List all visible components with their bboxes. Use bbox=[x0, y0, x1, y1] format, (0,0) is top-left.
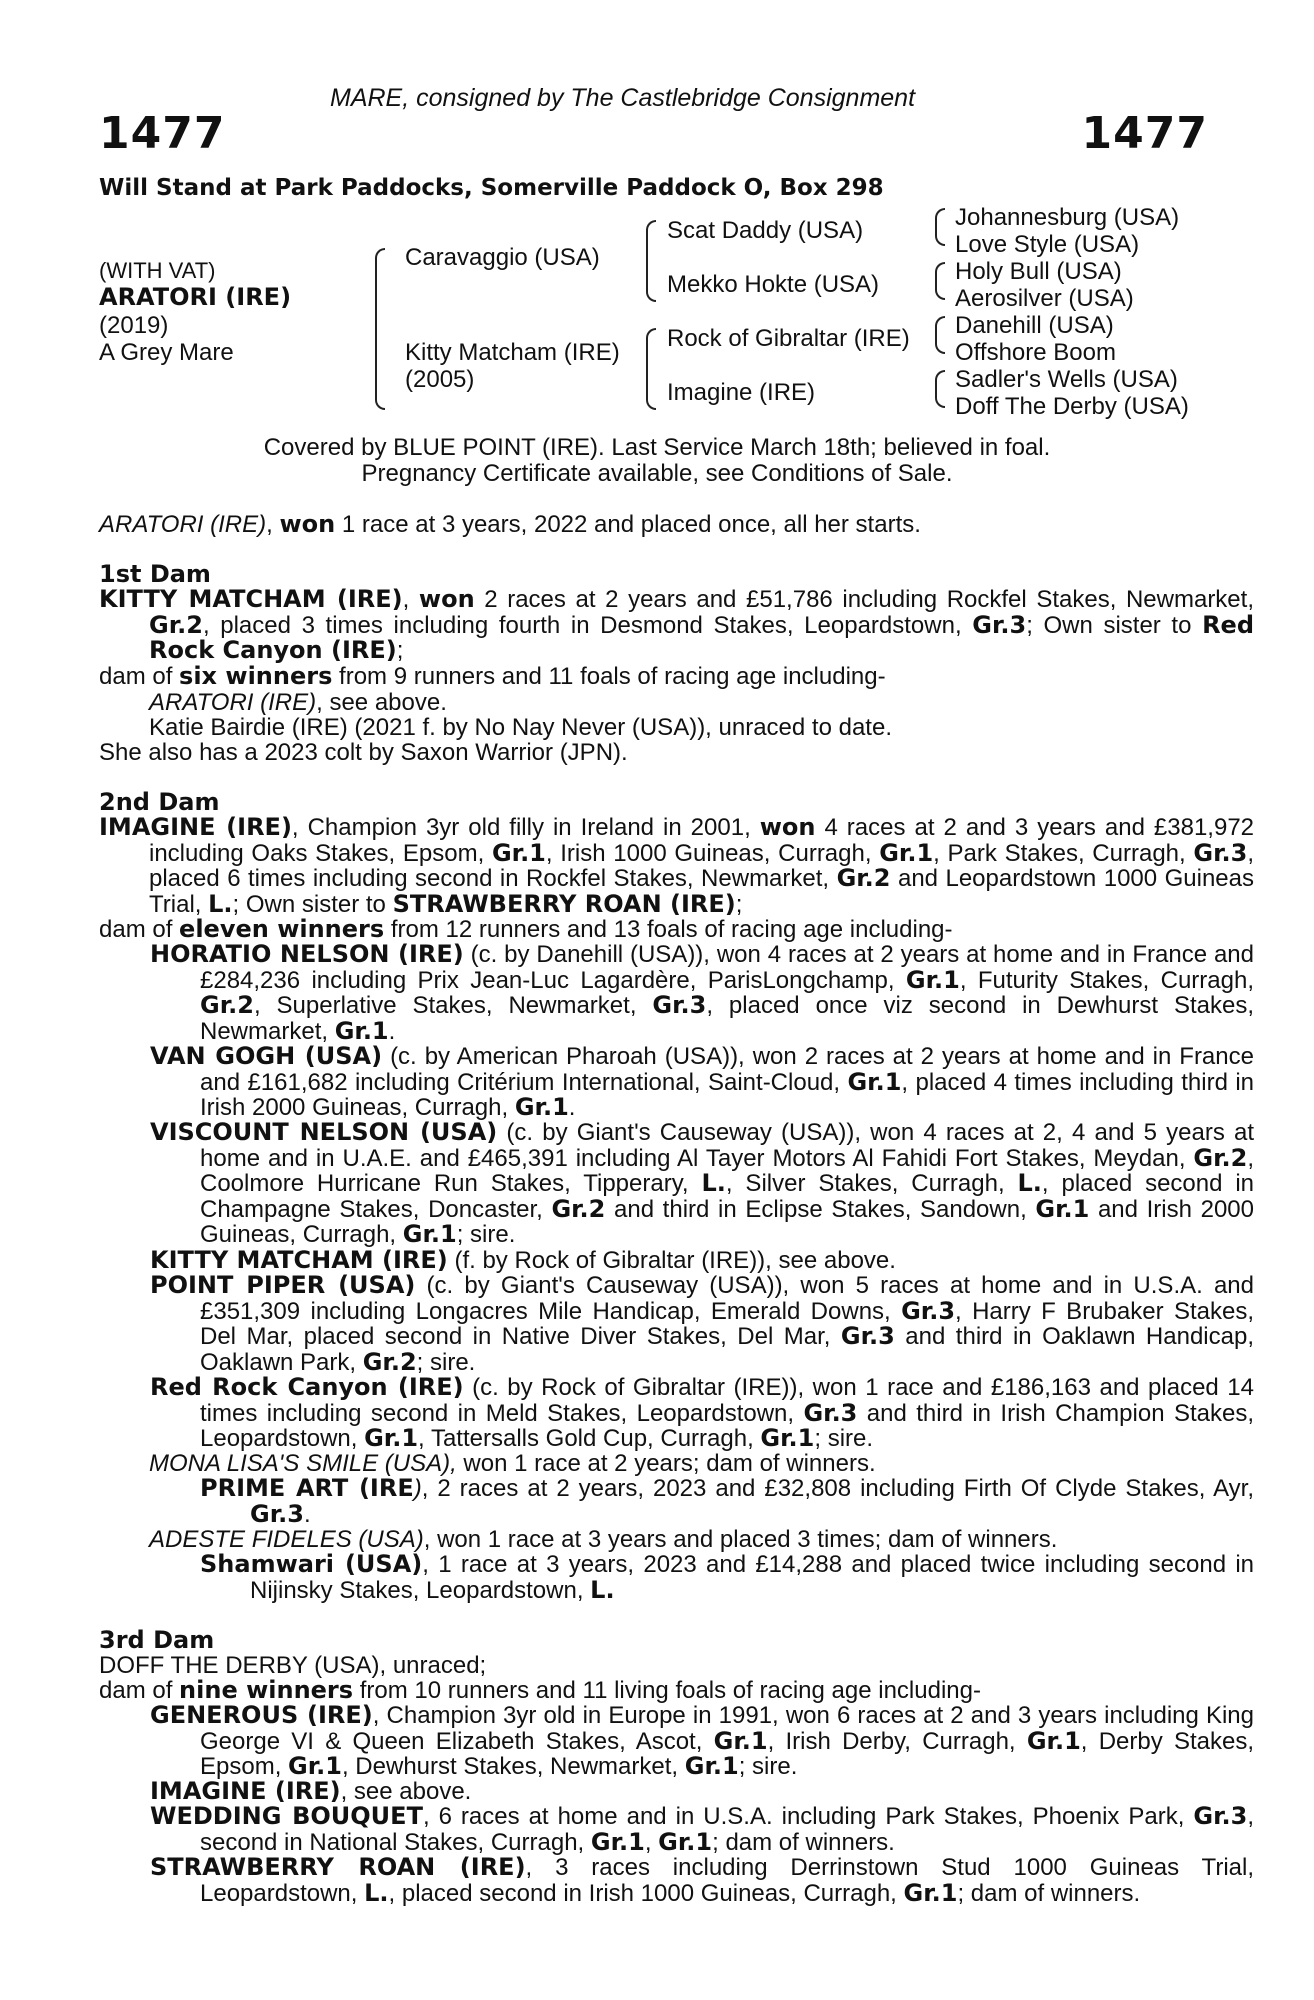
consignor-line: MARE, consigned by The Castlebridge Consignment bbox=[330, 84, 916, 112]
pedigree-gen2-2: Mekko Hokte (USA) bbox=[667, 271, 880, 298]
brace-gen1 bbox=[375, 248, 385, 410]
foal-point-piper: POINT PIPER (USA) (c. by Giant's Causeway (USA)), won 5 races at home and in U.S.A. and £351,309 including Longacres Mile Handicap, Emerald Downs, Gr.3, Harry F Brubaker Stakes, Del Mar, placed second in Native Diver Stakes, Del Mar, Gr.3 and third in Oaklawn Handicap, Oaklawn Park, Gr.2; sire. bbox=[150, 1271, 1255, 1376]
horse-name: ARATORI (IRE) bbox=[99, 283, 292, 311]
third-dam-record: DOFF THE DERBY (USA), unraced; bbox=[99, 1652, 487, 1679]
foal-strawberry-roan: STRAWBERRY ROAN (IRE), 3 races including Derrinstown Stud 1000 Guineas Trial, Leopardstown, L., placed second in Irish 1000 Guineas, Curragh, Gr.1; dam of winners. bbox=[150, 1853, 1255, 1907]
brace-gen3-3 bbox=[935, 316, 945, 354]
first-dam-foal-aratori: ARATORI (IRE), see above. bbox=[149, 689, 447, 716]
first-dam-foal-katie: Katie Bairdie (IRE) (2021 f. by No Nay Never (USA)), unraced to date. bbox=[149, 714, 892, 741]
pedigree-gen3-8: Doff The Derby (USA) bbox=[955, 393, 1189, 420]
lot-number-right: 1477 bbox=[1081, 108, 1208, 159]
vat-note: (WITH VAT) bbox=[99, 258, 216, 283]
pedigree-gen2-1: Scat Daddy (USA) bbox=[667, 217, 864, 244]
pedigree-gen3-1: Johannesburg (USA) bbox=[955, 204, 1180, 231]
first-dam-note: She also has a 2023 colt by Saxon Warrior (JPN). bbox=[99, 739, 628, 766]
lot-number-left: 1477 bbox=[99, 108, 226, 159]
foal-red-rock-canyon: Red Rock Canyon (IRE) (c. by Rock of Gibraltar (IRE)), won 1 race and £186,163 and placed 14 times including second in Meld Stakes, Leopardstown, Gr.3 and third in Irish Champion Stakes, Leopardstown, Gr.1, Tattersalls Gold Cup, Curragh, Gr.1; sire. bbox=[150, 1373, 1255, 1452]
brace-gen3-1 bbox=[935, 208, 945, 246]
foal-adeste-fideles: ADESTE FIDELES (USA), won 1 race at 3 years and placed 3 times; dam of winners. bbox=[149, 1526, 1058, 1553]
covered-line-2: Pregnancy Certificate available, see Conditions of Sale. bbox=[361, 460, 953, 487]
pedigree-gen3-6: Offshore Boom bbox=[955, 339, 1116, 366]
first-dam-heading: 1st Dam bbox=[99, 560, 211, 588]
foal-viscount-nelson: VISCOUNT NELSON (USA) (c. by Giant's Causeway (USA)), won 4 races at 2, 4 and 5 years at home and in U.A.E. and £465,391 including Al Tayer Motors Al Fahidi Fort Stakes, Meydan, Gr.2, Coolmore Hurricane Run Stakes, Tipperary, L., Silver Stakes, Curragh, L., placed second in Champagne Stakes, Doncaster, Gr.2 and third in Eclipse Stakes, Sandown, Gr.1 and Irish 2000 Guineas, Curragh, Gr.1; sire. bbox=[150, 1118, 1255, 1248]
second-dam-record: IMAGINE (IRE), Champion 3yr old filly in Ireland in 2001, won 4 races at 2 and 3 years and £381,972 including Oaks Stakes, Epsom, Gr.1, Irish 1000 Guineas, Curragh, Gr.1, Park Stakes, Curragh, Gr.3, placed 6 times including second in Rockfel Stakes, Newmarket, Gr.2 and Leopardstown 1000 Guineas Trial, L.; Own sister to STRAWBERRY ROAN (IRE); bbox=[99, 813, 1255, 918]
first-dam-record: KITTY MATCHAM (IRE), won 2 races at 2 years and £51,786 including Rockfel Stakes, Newmarket, Gr.2, placed 3 times including fourth in Desmond Stakes, Leopardstown, Gr.3; Own sister to Red Rock Canyon (IRE); bbox=[99, 585, 1254, 664]
second-dam-heading: 2nd Dam bbox=[99, 788, 220, 816]
foal-generous: GENEROUS (IRE), Champion 3yr old in Europe in 1991, won 6 races at 2 and 3 years including King George VI & Queen Elizabeth Stakes, Ascot, Gr.1, Irish Derby, Curragh, Gr.1, Derby Stakes, Epsom, Gr.1, Dewhurst Stakes, Newmarket, Gr.1; sire. bbox=[150, 1701, 1254, 1780]
brace-gen3-4 bbox=[935, 370, 945, 408]
foal-kitty-matcham: KITTY MATCHAM (IRE) (f. by Rock of Gibraltar (IRE)), see above. bbox=[150, 1246, 896, 1274]
stand-location: Will Stand at Park Paddocks, Somerville Paddock O, Box 298 bbox=[99, 175, 884, 201]
pedigree-gen3-4: Aerosilver (USA) bbox=[955, 285, 1134, 312]
third-dam-produce: dam of nine winners from 10 runners and 11 living foals of racing age including- bbox=[99, 1676, 981, 1704]
foal-imagine: IMAGINE (IRE), see above. bbox=[150, 1777, 472, 1805]
brace-gen3-2 bbox=[935, 262, 945, 300]
pedigree-gen3-3: Holy Bull (USA) bbox=[955, 258, 1122, 285]
grandfoal-prime-art: PRIME ART (IRE), 2 races at 2 years, 2023 and £32,808 including Firth Of Clyde Stakes, Ayr, Gr.3. bbox=[200, 1474, 1254, 1528]
pedigree-gen3-7: Sadler's Wells (USA) bbox=[955, 366, 1178, 393]
race-record-intro: ARATORI (IRE), won 1 race at 3 years, 2022 and placed once, all her starts. bbox=[99, 510, 921, 538]
brace-gen2-bottom bbox=[646, 328, 656, 410]
horse-description: A Grey Mare bbox=[99, 339, 234, 366]
pedigree-gen2-3: Rock of Gibraltar (IRE) bbox=[667, 325, 910, 352]
brace-gen2-top bbox=[646, 220, 656, 302]
foal-horatio-nelson: HORATIO NELSON (IRE) (c. by Danehill (USA)), won 4 races at 2 years at home and in France and £284,236 including Prix Jean-Luc Lagardère, ParisLongchamp, Gr.1, Futurity Stakes, Curragh, Gr.2, Superlative Stakes, Newmarket, Gr.3, placed once viz second in Dewhurst Stakes, Newmarket, Gr.1. bbox=[150, 940, 1254, 1045]
dam-year: (2005) bbox=[405, 366, 475, 393]
horse-year: (2019) bbox=[99, 312, 169, 339]
foal-wedding-bouquet: WEDDING BOUQUET, 6 races at home and in U.S.A. including Park Stakes, Phoenix Park, Gr.3, second in National Stakes, Curragh, Gr.1, Gr.1; dam of winners. bbox=[150, 1802, 1254, 1856]
first-dam-produce: dam of six winners from 9 runners and 11 foals of racing age including- bbox=[99, 662, 886, 690]
pedigree-gen3-5: Danehill (USA) bbox=[955, 312, 1114, 339]
covered-line-1: Covered by BLUE POINT (IRE). Last Service March 18th; believed in foal. bbox=[263, 434, 1051, 461]
second-dam-produce: dam of eleven winners from 12 runners and 13 foals of racing age including- bbox=[99, 915, 953, 943]
third-dam-heading: 3rd Dam bbox=[99, 1626, 215, 1654]
dam-name: Kitty Matcham (IRE) bbox=[405, 339, 620, 366]
foal-van-gogh: VAN GOGH (USA) (c. by American Pharoah (USA)), won 2 races at 2 years at home and in France and £161,682 including Critérium International, Saint-Cloud, Gr.1, placed 4 times including third in Irish 2000 Guineas, Curragh, Gr.1. bbox=[150, 1042, 1254, 1121]
grandfoal-shamwari: Shamwari (USA), 1 race at 3 years, 2023 and £14,288 and placed twice including second in Nijinsky Stakes, Leopardstown, L. bbox=[200, 1550, 1254, 1604]
pedigree-gen3-2: Love Style (USA) bbox=[955, 231, 1140, 258]
pedigree-gen2-4: Imagine (IRE) bbox=[667, 379, 816, 406]
foal-mona-lisas-smile: MONA LISA'S SMILE (USA), won 1 race at 2 years; dam of winners. bbox=[149, 1450, 876, 1477]
sire-name: Caravaggio (USA) bbox=[405, 244, 600, 271]
